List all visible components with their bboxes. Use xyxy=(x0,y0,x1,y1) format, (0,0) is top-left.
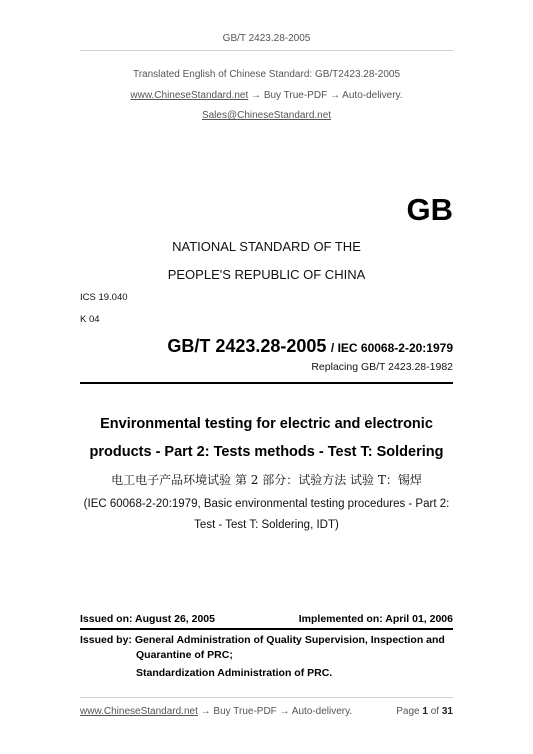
implemented-date: Implemented on: April 01, 2006 xyxy=(298,613,453,625)
national-standard-line2: PEOPLE'S REPUBLIC OF CHINA xyxy=(167,267,366,282)
page-current: 1 xyxy=(422,706,428,717)
issuer-divider xyxy=(80,628,453,630)
standard-number xyxy=(167,336,453,357)
footer-buy-text: → Buy True-PDF → Auto-delivery. xyxy=(200,706,353,717)
iec-title-line1: (IEC 60068-2-20:1979, Basic environmental testing procedures - Part 2: xyxy=(83,498,450,510)
iec-equivalent: / IEC 60068-2-20:1979 xyxy=(330,341,453,355)
site-link[interactable]: www.ChineseStandard.net xyxy=(130,90,249,101)
gb-mark: GB xyxy=(406,192,453,227)
sales-email-link[interactable]: Sales@ChineseStandard.net xyxy=(201,110,332,121)
chinese-title: 电工电子产品环境试验 第 2 部分：试验方法 试验 T：锡焊 xyxy=(111,473,422,487)
of-word: of xyxy=(430,706,440,717)
translation-notice: Translated English of Chinese Standard: GB/T2423.28-2005 xyxy=(132,69,401,80)
page-total: 31 xyxy=(441,706,453,717)
title-divider xyxy=(80,382,453,384)
sales-line xyxy=(0,110,533,121)
page-indicator xyxy=(396,706,453,717)
issued-by-line2: Quarantine of PRC; xyxy=(136,649,233,661)
promo-links xyxy=(0,90,533,101)
buy-text: → Buy True-PDF → Auto-delivery. xyxy=(251,90,403,101)
national-standard-line1: NATIONAL STANDARD OF THE xyxy=(172,239,361,254)
standard-number-main: GB/T 2423.28-2005 xyxy=(167,336,327,356)
replacing-note: Replacing GB/T 2423.28-1982 xyxy=(311,361,453,373)
category-code: K 04 xyxy=(80,314,100,325)
ics-code: ICS 19.040 xyxy=(80,292,128,303)
issued-by-line1: Issued by: General Administration of Quality Supervision, Inspection and xyxy=(80,634,445,646)
page-word: Page xyxy=(396,706,420,717)
title-line1: Environmental testing for electric and electronic xyxy=(100,416,433,432)
footer-links xyxy=(80,706,352,717)
running-header: GB/T 2423.28-2005 xyxy=(222,33,311,44)
footer-site-link[interactable]: www.ChineseStandard.net xyxy=(80,706,198,717)
issued-date: Issued on: August 26, 2005 xyxy=(80,613,215,625)
footer-divider xyxy=(80,697,453,698)
issued-by-line3: Standardization Administration of PRC. xyxy=(136,667,333,679)
iec-title-line2: Test - Test T: Soldering, IDT) xyxy=(194,519,339,531)
header-divider xyxy=(80,50,453,51)
title-line2: products - Part 2: Tests methods - Test T: Soldering xyxy=(89,444,444,460)
